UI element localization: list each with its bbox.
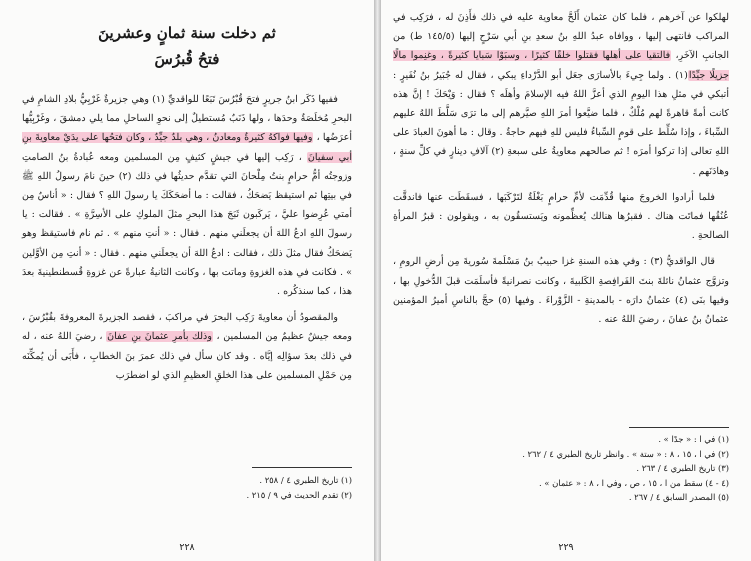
text-segment: فلما أرادوا الخروجَ منها قُدِّمَت لأمِّ حرامٍ بَغْلَةٌ لتَرْكَبَها ، فسقَطَت عنها فاندقَّت عُنُقُها فماتَت هناك . فقبرُها هنالك يُعظِّمونه ويَستسقُون به ، ويقولون : قبرُ المرأةِ الصالحةِ . xyxy=(393,191,729,242)
page-number: ٢٢٨ xyxy=(179,542,195,553)
text-segment: ، رضيَ اللهُ عنه ، له في ذلك بعدَ سؤالِه إيَّاه . وقد كان سأل في ذلك عمرَ بنَ الخطابِ ، فأَبَى أن يُمكِّنَه مِن حَمْلِ المسلمين على هذا الخلقِ العظيمِ الذي لو اضطرَب xyxy=(22,331,352,381)
footnote: (٢) تقدم الحديث في ٩ / ٢١٥ . xyxy=(246,489,352,500)
left-page-paragraphs xyxy=(22,90,352,385)
text-segment: ففيها ذَكَر ابنُ جريرٍ فتحَ قُبْرُسَ تَبَعًا للواقديِّ (١) وهي جزيرةٌ غَرْبِيُّ بلادِ الشامِ في البحرِ مُخلَصَةٌ وحدَها ، ولها ذَنَبٌ مُستطيلٌ إلى نحوِ الساحلِ مما يلي دمشقَ ، وغَرْبِيُّها أعرَضُها ، xyxy=(22,94,352,144)
body-paragraph xyxy=(393,188,729,246)
left-page-footnotes xyxy=(40,473,352,502)
footnote: (٤ - ٤) سقط من ا ، ١٥ ، ص ، وفي ا ، ٨ : « عثمان » . xyxy=(539,477,729,488)
section-title: فتحُ قُبرُسَ xyxy=(154,50,220,68)
right-book-page xyxy=(381,0,751,561)
text-segment: لهلكوا عن آخرهم ، فلما كان عثمان أَلَحَّ معاوية عليه في ذلك فأَذِنَ له ، فرَكِب في المراكب فانتهى إليها ، ووافاه عبدُ اللهِ بنُ سعدِ بنِ أبي سَرْحٍ إليها (١٤٥/٥ ط) من الجانبِ الآخَرِ، xyxy=(393,12,729,62)
chapter-title: ثم دخلت سنة ثمانٍ وعشرينَ xyxy=(98,24,276,42)
right-page-footnotes xyxy=(421,432,729,505)
body-paragraph xyxy=(22,308,352,385)
book-gutter xyxy=(374,0,381,561)
footnote: (٣) تاريخ الطبري ٤ / ٢٦٣ . xyxy=(636,463,729,474)
text-segment: قال الواقديُّ (٣) : وفي هذه السنةِ غزا حبيبُ بنُ مَسْلَمةَ سُوريةَ مِن أرضِ الرومِ ، وتزوَّج عثمانُ نائلةَ بنتَ الفَرافِصةِ الكَلبيةَ ، وكانت نصرانيةً فأسلَمَت قبلَ الدُّخولِ بها ، وفيها بنَى (٤) عثمانُ دارَه - بالمدينةِ - الزَّوْراءَ . وفيها (٥) حجَّ بالناسِ أميرُ المؤمنين عثمانُ بنُ عفانَ ، رضيَ اللهُ عنه . xyxy=(393,256,729,326)
text-segment: ، رَكِب إليها في جيشٍ كثيفٍ مِن المسلمين ومعه عُبادةُ بنُ الصامتِ وزوجتُه أمُّ حرامٍ بنتُ مِلْحانَ التي تقدَّم حديثُها في ذلك (٢) حينَ نامَ رسولُ اللهِ ﷺ في بيتِها ثم استيقظ يَضحَكُ ، فقالت : ما أضحَكَكَ يا رسولَ اللهِ ؟ فقال : « أناسٌ مِن أمتي عُرِضوا عليَّ ، يَركَبون ثَبَجَ هذا البحرِ مثلَ الملوكِ على الأسِرَّةِ » . فقالت : يا رسولَ اللهِ ادعُ اللهَ أن يجعلَني منهم . فقال : « أنتِ منهم » . ثم نام فاستيقظ وهو يَضحَكُ فقال مثلَ ذلك ، فقالت : ادعُ اللهَ أن يجعلَني منهم . فقال : « أنتِ مِن الأوَّلين » . فكانت في هذه الغزوةِ وماتت بها ، وكانت الثانيةُ عبارةً عن غزوةِ قُسطنطينيةَ بعدَ هذا ، كما سنذكُره . xyxy=(22,151,352,298)
left-book-page xyxy=(0,0,374,561)
text-segment: والمقصودُ أن معاويةَ رَكِب البحرَ في مراكبَ ، فقصد الجزيرةَ المعروفةَ بقُبْرُسَ ، ومعه جيشٌ عظيمٌ مِن المسلمين ، xyxy=(22,312,352,343)
page-number: ٢٢٩ xyxy=(558,542,574,553)
footnote-divider xyxy=(629,427,729,428)
footnote: (١) تاريخ الطبري ٤ / ٢٥٨ . xyxy=(259,475,352,485)
highlighted-text: وذلك بأمرِ عثمانَ بنِ عفانَ xyxy=(107,331,212,343)
footnote: (٥) المصدر السابق ٤ / ٢٦٧ . xyxy=(628,492,729,503)
left-page-body xyxy=(22,22,352,385)
body-paragraph xyxy=(393,252,729,329)
highlighted-text: وفيها فواكهُ كثيرةٌ ومعادنُ ، وهي بلدٌ جيِّدٌ ، وكان فتحُها على يدَيْ معاويةَ بنِ أبي سفيانَ xyxy=(22,132,352,163)
right-page-paragraphs xyxy=(393,8,729,329)
footnote: (٢) في ا ، ١٥ ، ٨ : « ستة » . وانظر تاريخ الطبري ٤ / ٢٦٢ . xyxy=(522,448,729,459)
body-paragraph xyxy=(22,90,352,301)
footnote-divider xyxy=(252,467,352,468)
body-paragraph xyxy=(393,8,729,181)
footnote: (١) في ا : « جدًا » . xyxy=(658,434,729,444)
highlighted-text: فالتقيا على أهلها فقتلوا خلقًا كثيرًا ، وسبَوْا سَبايا كثيرةً ، وغنِموا مالًا جزيلًا جيِّدًا xyxy=(393,50,729,81)
right-page-body xyxy=(393,8,729,329)
text-segment: (١) . ولما جِيءَ بالأسارَى جعَل أبو الدَّرْداءِ يبكي ، فقال له جُبَيرُ بنُ نُفَيرٍ : أتبكي في مثلِ هذا اليومِ الذي أعزَّ اللهُ فيه الإسلامَ وأهلَه ؟ فقال : وَيْحَكَ ! إنَّ هذه كانت أمةً قاهرةً لهم مُلْكٌ ، فلما ضيَّعوا أمرَ اللهِ صيَّرهم إلى ما ترَى سَلَّطَ اللهُ عليهم السِّباءَ ، وإذا سُلِّط على قومٍ السِّباءُ فليس للهِ فيهم حاجةٌ . وقال : ما أهونَ العبادَ على اللهِ تعالى إذا تركوا أمرَه ! ثم صالحهم معاويةُ على سبعةِ (٢) آلافِ دينارٍ في كلِّ سنةٍ ، وهادَنَهم . xyxy=(393,69,729,177)
